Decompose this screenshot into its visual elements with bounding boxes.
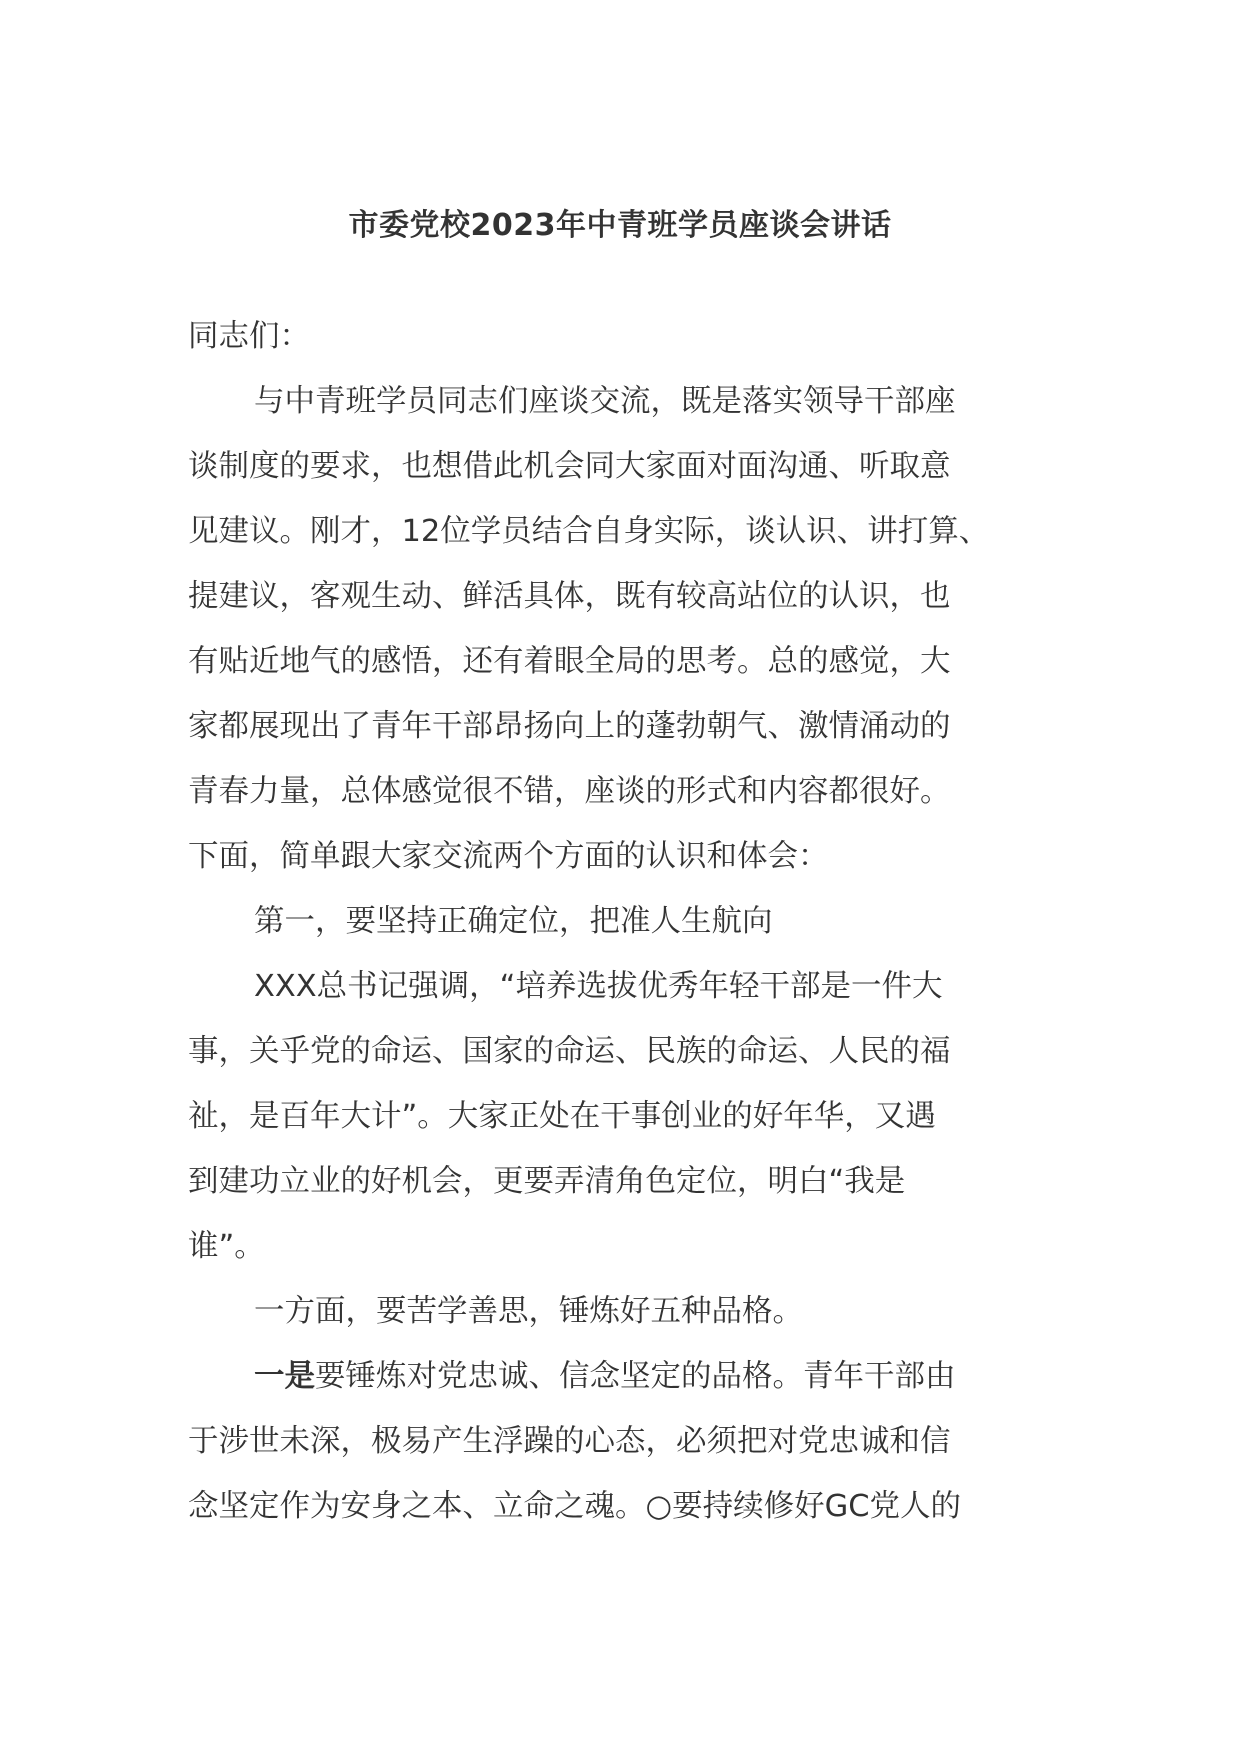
paragraph-line: 谁”。 [188, 1229, 265, 1264]
paragraph-line: 提建议，客观生动、鲜活具体，既有较高站位的认识，也 [188, 579, 951, 614]
paragraph-line: 与中青班学员同志们座谈交流，既是落实领导干部座 [254, 384, 956, 419]
paragraph-line: XXX总书记强调，“培养选拔优秀年轻干部是一件大 [254, 969, 943, 1004]
section-heading: 第一，要坚持正确定位，把准人生航向 [254, 904, 773, 939]
paragraph-line: 于涉世未深，极易产生浮躁的心态，必须把对党忠诚和信 [188, 1424, 951, 1459]
paragraph-line: 谈制度的要求，也想借此机会同大家面对面沟通、听取意 [188, 449, 951, 484]
paragraph-line: 下面，简单跟大家交流两个方面的认识和体会： [188, 839, 829, 874]
paragraph-line: 见建议。刚才，12位学员结合自身实际，谈认识、讲打算、 [188, 514, 990, 549]
point-one-text: 要锤炼对党忠诚、信念坚定的品格。青年干部由 [315, 1359, 956, 1394]
paragraph-line: 有贴近地气的感悟，还有着眼全局的思考。总的感觉，大 [188, 644, 951, 679]
paragraph-line: 一方面，要苦学善思，锤炼好五种品格。 [254, 1294, 803, 1329]
point-one-lead: 一是 [254, 1359, 315, 1394]
point-one-line [188, 1344, 1068, 1409]
paragraph-line: 到建功立业的好机会，更要弄清角色定位，明白“我是 [188, 1164, 906, 1199]
document-title: 市委党校2023年中青班学员座谈会讲话 [348, 208, 892, 243]
document-body [188, 304, 1068, 1539]
paragraph-line: 事，关乎党的命运、国家的命运、民族的命运、人民的福 [188, 1034, 951, 1069]
paragraph-line: 家都展现出了青年干部昂扬向上的蓬勃朝气、激情涌动的 [188, 709, 951, 744]
paragraph-line: 青春力量，总体感觉很不错，座谈的形式和内容都很好。 [188, 774, 951, 809]
salutation: 同志们： [188, 319, 310, 354]
paragraph-line: 念坚定作为安身之本、立命之魂。○要持续修好GC党人的 [188, 1489, 962, 1524]
paragraph-line: 祉，是百年大计”。大家正处在干事创业的好年华，又遇 [188, 1099, 936, 1134]
